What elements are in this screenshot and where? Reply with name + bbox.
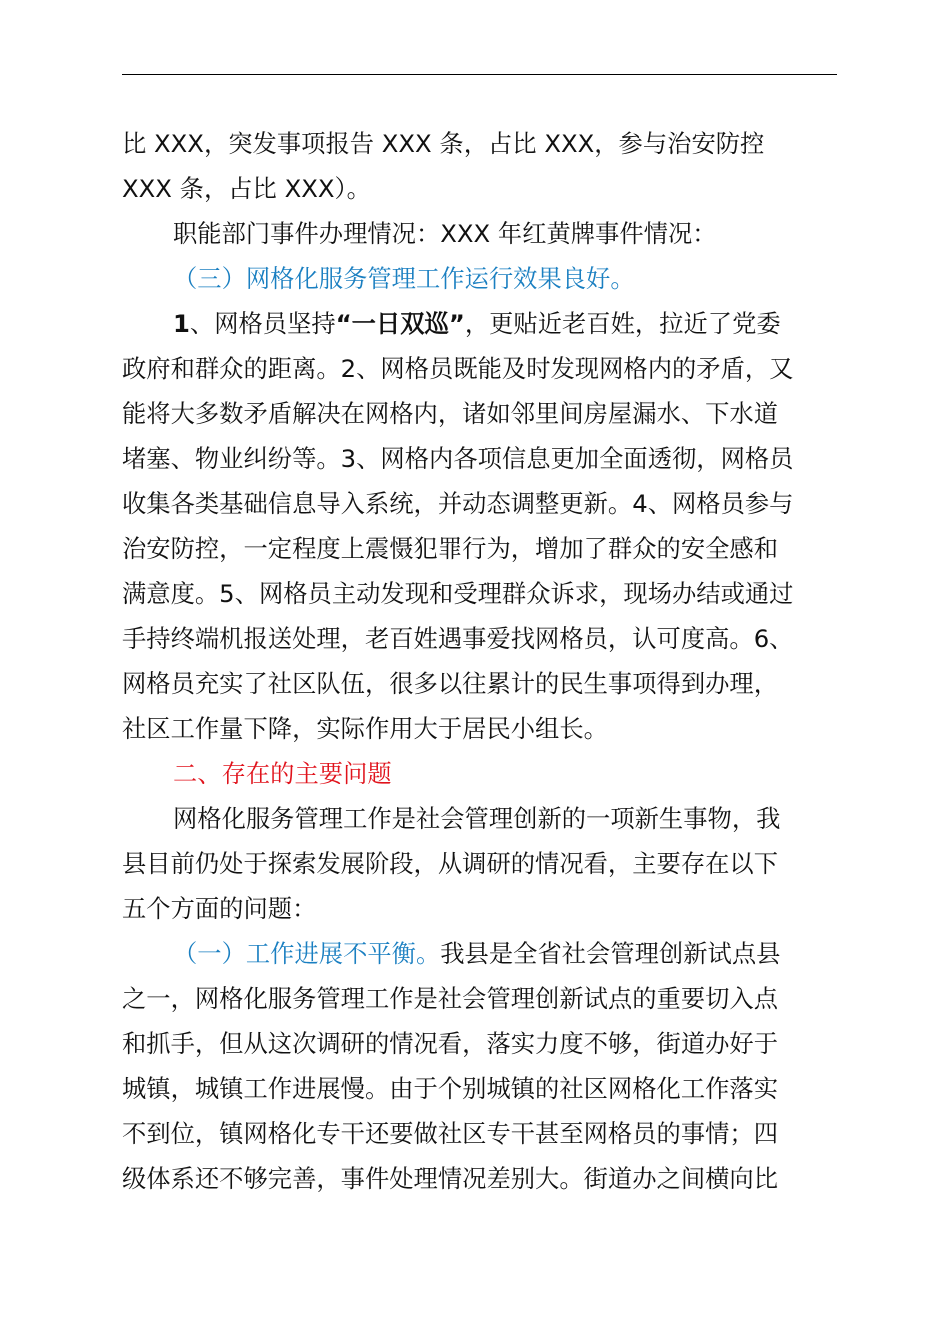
text-line: 政府和群众的距离。2、网格员既能及时发现网格内的矛盾，又 bbox=[122, 354, 794, 383]
text-line: 级体系还不够完善，事件处理情况差别大。街道办之间横向比 bbox=[122, 1164, 779, 1193]
text-line: 不到位，镇网格化专干还要做社区专干甚至网格员的事情；四 bbox=[122, 1119, 779, 1148]
text-line: 网格员充实了社区队伍，很多以往累计的民生事项得到办理， bbox=[122, 669, 779, 698]
text-line: 满意度。5、网格员主动发现和受理群众诉求，现场办结或通过 bbox=[122, 579, 794, 608]
text-line: 城镇，城镇工作进展慢。由于个别城镇的社区网格化工作落实 bbox=[122, 1074, 779, 1103]
text-line: 之一，网格化服务管理工作是社会管理创新试点的重要切入点 bbox=[122, 984, 779, 1013]
text-span: 我县是全省社会管理创新试点县 bbox=[440, 939, 781, 968]
list-number: 1 bbox=[173, 309, 190, 338]
text-line bbox=[173, 302, 781, 346]
header-rule bbox=[122, 74, 837, 75]
text-line: 五个方面的问题： bbox=[122, 894, 317, 923]
text-line: 能将大多数矛盾解决在网格内，诸如邻里间房屋漏水、下水道 bbox=[122, 399, 779, 428]
text-line: 职能部门事件办理情况：XXX 年红黄牌事件情况： bbox=[173, 219, 717, 248]
text-line: 堵塞、物业纠纷等。3、网格内各项信息更加全面透彻，网格员 bbox=[122, 444, 794, 473]
text-line: 比 XXX，突发事项报告 XXX 条，占比 XXX，参与治安防控 bbox=[122, 129, 765, 158]
text-span: ，更贴近老百姓，拉近了党委 bbox=[464, 309, 781, 338]
text-line bbox=[173, 932, 780, 976]
text-line: 网格化服务管理工作是社会管理创新的一项新生事物，我 bbox=[173, 804, 781, 833]
section-heading-3: （三）网格化服务管理工作运行效果良好。 bbox=[173, 264, 635, 293]
subsection-heading-1: （一）工作进展不平衡。 bbox=[173, 939, 441, 968]
text-line: 治安防控，一定程度上震慑犯罪行为，增加了群众的安全感和 bbox=[122, 534, 779, 563]
text-line: 和抓手，但从这次调研的情况看，落实力度不够，街道办好于 bbox=[122, 1029, 779, 1058]
quoted-phrase: “一日双巡” bbox=[335, 309, 465, 338]
text-line: 社区工作量下降，实际作用大于居民小组长。 bbox=[122, 714, 608, 743]
text-span: 、网格员坚持 bbox=[189, 309, 336, 338]
text-line: 手持终端机报送处理，老百姓遇事爱找网格员，认可度高。6、 bbox=[122, 624, 794, 653]
section-heading-2: 二、存在的主要问题 bbox=[173, 759, 392, 788]
text-line: 县目前仍处于探索发展阶段，从调研的情况看，主要存在以下 bbox=[122, 849, 779, 878]
text-line: 收集各类基础信息导入系统，并动态调整更新。4、网格员参与 bbox=[122, 489, 794, 518]
text-line: XXX 条，占比 XXX）。 bbox=[122, 174, 371, 203]
